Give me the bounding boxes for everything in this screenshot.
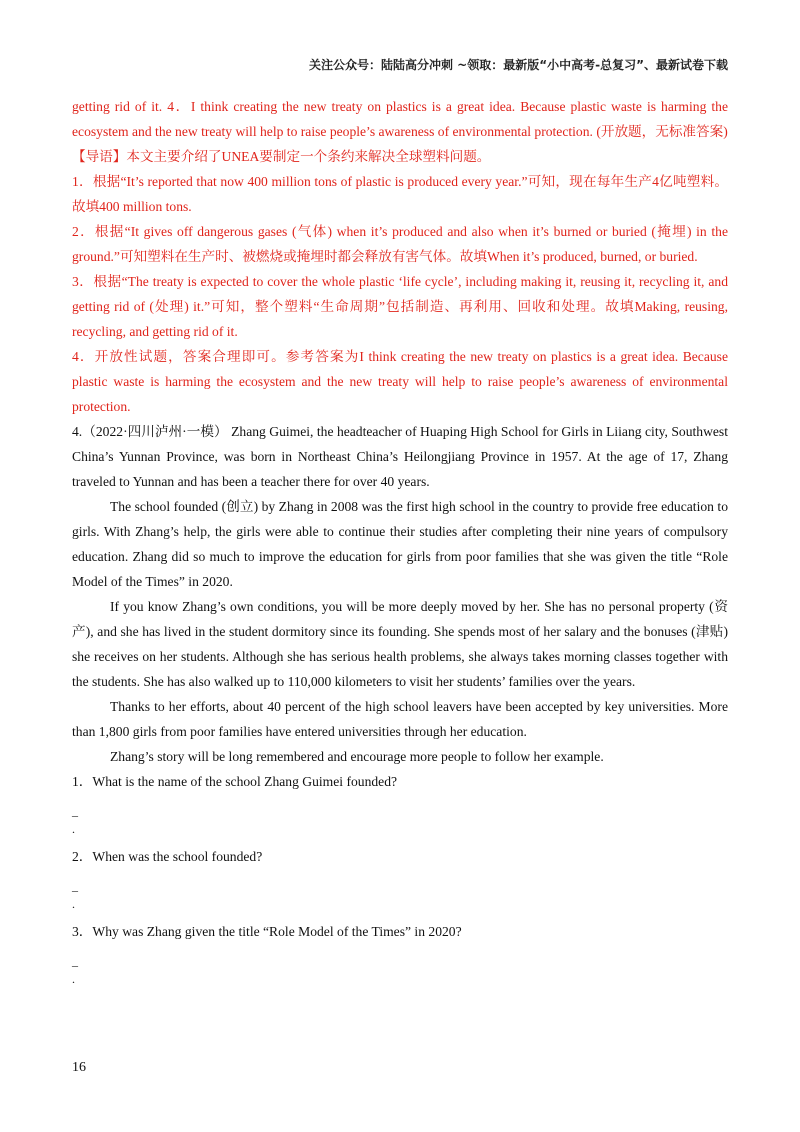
blank-period: . bbox=[72, 972, 75, 986]
page-header: 关注公众号：陆陆高分冲刺 ~领取：最新版“小中高考-总复习”、最新试卷下载 bbox=[309, 58, 728, 72]
passage-paragraph: Zhang’s story will be long remembered and encourage more people to follow her example. bbox=[110, 749, 604, 764]
answer-blank-1[interactable] bbox=[72, 794, 728, 844]
blank-underscore: _ bbox=[72, 879, 78, 893]
explanation-4: 4．开放性试题，答案合理即可。参考答案为I think creating the new treaty on plastics is a great idea. Because plastic waste is harming the ecosystem and the new treaty will help to raise people’s awareness of environmental protection. bbox=[72, 349, 728, 414]
blank-period: . bbox=[72, 822, 75, 836]
answer-tail: getting rid of it. 4．I think creating the new treaty on plastics is a great idea. Because plastic waste is harming the ecosystem and the new treaty will help to raise people’s awareness of environmental protection. (开放题，无标准答案) bbox=[72, 99, 728, 139]
answer-blank-3[interactable] bbox=[72, 944, 728, 994]
answer-blank-2[interactable] bbox=[72, 869, 728, 919]
question-1: 1．What is the name of the school Zhang Guimei founded? bbox=[72, 774, 398, 789]
page-content bbox=[72, 94, 728, 994]
explanation-2: 2．根据“It gives off dangerous gases (气体) when it’s produced and also when it’s burned or buried (掩埋) in the ground.”可知塑料在生产时、被燃烧或掩埋时都会释放有害气体。故填When it’s produced, burned, or buried. bbox=[72, 224, 728, 264]
page-number: 16 bbox=[72, 1060, 86, 1075]
passage-intro: 4.（2022·四川泸州·一模） Zhang Guimei, the headteacher of Huaping High School for Girls in Liiang city, Southwest China’s Yunnan Province, was born in Northeast China’s Heilongjiang Province in 1957. At the age of 17, Zhang traveled to Yunnan and has been a teacher there for over 40 years. bbox=[72, 424, 728, 489]
guide-text: 【导语】本文主要介绍了UNEA要制定一个条约来解决全球塑料问题。 bbox=[72, 149, 491, 164]
question-2: 2．When was the school founded? bbox=[72, 849, 263, 864]
blank-underscore: _ bbox=[72, 954, 78, 968]
passage-paragraph: The school founded (创立) by Zhang in 2008 was the first high school in the country to provide free education to girls. With Zhang’s help, the girls were able to continue their studies after completing their nine years of compulsory education. Zhang did so much to improve the education for girls from poor families that she was given the title “Role Model of the Times” in 2020. bbox=[72, 499, 728, 589]
blank-underscore: _ bbox=[72, 804, 78, 818]
explanation-3: 3．根据“The treaty is expected to cover the whole plastic ‘life cycle’, including making it, reusing it, recycling it, and getting rid of (处理) it.”可知，整个塑料“生命周期”包括制造、再利用、回收和处理。故填Making, reusing, recycling, and getting rid of it. bbox=[72, 274, 728, 339]
explanation-1: 1．根据“It’s reported that now 400 million tons of plastic is produced every year.”可知，现在每年生产4亿吨塑料。故填400 million tons. bbox=[72, 174, 728, 214]
blank-period: . bbox=[72, 897, 75, 911]
question-3: 3．Why was Zhang given the title “Role Model of the Times” in 2020? bbox=[72, 924, 462, 939]
passage-paragraph: Thanks to her efforts, about 40 percent of the high school leavers have been accepted by key universities. More than 1,800 girls from poor families have entered universities through her education. bbox=[72, 699, 728, 739]
passage-paragraph: If you know Zhang’s own conditions, you will be more deeply moved by her. She has no personal property (资产), and she has lived in the student dormitory since its founding. She spends most of her salary and the bonuses (津贴) she receives on her students. Although she has serious health problems, she always takes morning classes together with the students. She has also walked up to 110,000 kilometers to visit her students’ families over the years. bbox=[72, 599, 728, 689]
